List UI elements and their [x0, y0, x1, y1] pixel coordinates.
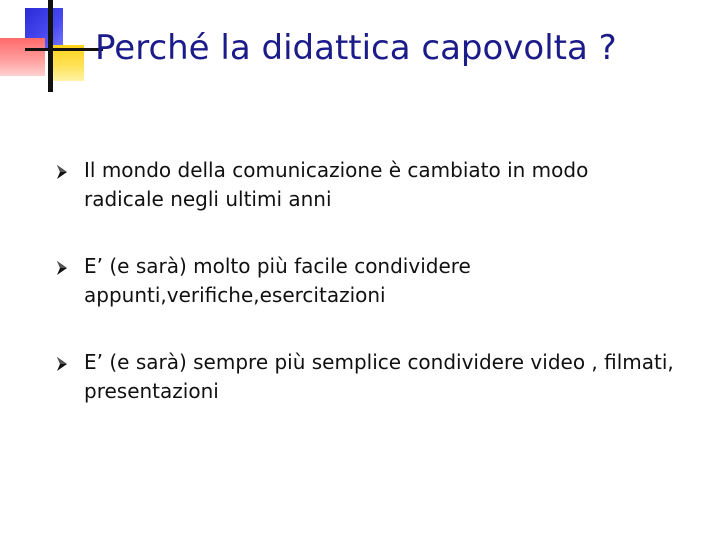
horizontal-line-decoration: [25, 48, 103, 51]
bullet-text: E’ (e sarà) molto più facile condividere appunti,verifiche,esercitazioni: [84, 254, 471, 307]
bullet-text: E’ (e sarà) sempre più semplice condividere video , filmati, presentazioni: [84, 350, 674, 403]
arrow-bullet-icon: [55, 260, 69, 276]
vertical-line-decoration: [48, 0, 53, 92]
arrow-bullet-icon: [55, 164, 69, 180]
slide-title: Perché la didattica capovolta ?: [95, 28, 617, 68]
corner-ornament: [0, 0, 110, 100]
arrow-bullet-icon: [55, 356, 69, 372]
bullet-text: Il mondo della comunicazione è cambiato in modo radicale negli ultimi anni: [84, 158, 589, 211]
red-square-decoration: [0, 38, 45, 76]
